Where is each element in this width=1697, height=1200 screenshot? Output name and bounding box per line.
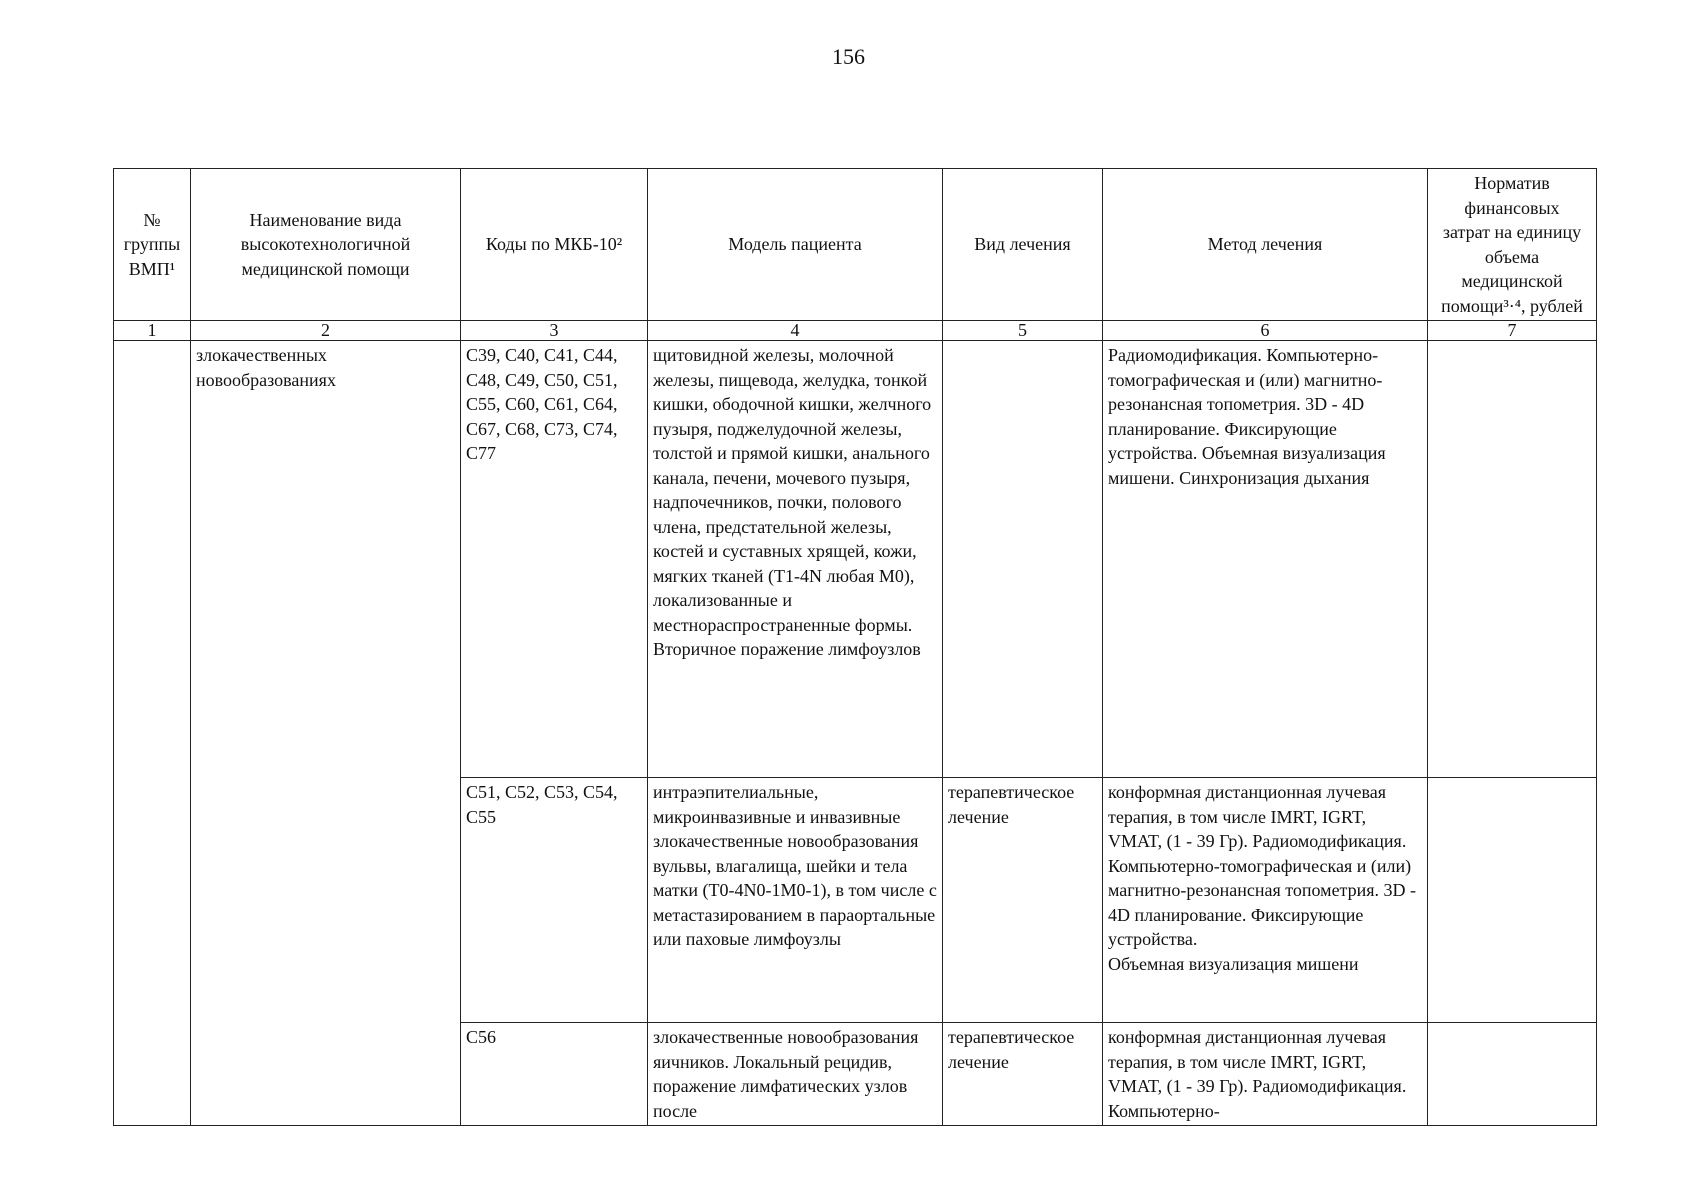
column-number: 6 [1103,321,1428,341]
patient-model-cell: злокачественные новообразования яичников. Локальный рецидив, поражение лимфатических узлов после [648,1023,943,1126]
header-icd-codes: Коды по МКБ-10² [461,169,648,321]
treatment-type-cell: терапевтическое лечение [943,1023,1103,1126]
column-number: 3 [461,321,648,341]
care-type-cell: злокачественных новообразованиях [191,341,461,778]
table-row [114,778,1597,1023]
column-number-row [114,321,1597,341]
cost-norm-cell [1428,1023,1597,1126]
group-number-cell [114,1023,191,1126]
icd-codes-cell: C39, C40, C41, C44, C48, C49, C50, C51, C55, C60, C61, C64, C67, C68, C73, C74, C77 [461,341,648,778]
header-patient-model: Модель пациента [648,169,943,321]
treatment-method-cell: Радиомодификация. Компьютерно-томографическая и (или) магнитно-резонансная топометрия. 3D - 4D планирование. Фиксирующие устройства. Объемная визуализация мишени. Синхронизация дыхания [1103,341,1428,778]
column-number: 4 [648,321,943,341]
patient-model-cell: щитовидной железы, молочной железы, пищевода, желудка, тонкой кишки, ободочной кишки, желчного пузыря, поджелудочной железы, толстой и прямой кишки, анального канала, печени, мочевого пузыря, надпочечников, почки, полового члена, предстательной железы, костей и суставных хрящей, кожи, мягких тканей (T1-4N любая M0), локализованные и местнораспространенные формы. Вторичное поражение лимфоузлов [648,341,943,778]
icd-codes-cell: C51, C52, C53, C54, C55 [461,778,648,1023]
treatment-method-cell: конформная дистанционная лучевая терапия, в том числе IMRT, IGRT, VMAT, (1 - 39 Гр). Радиомодификация. Компьютерно-томографическая и (или) магнитно-резонансная топометрия. 3D - 4D планирование. Фиксирующие устройства. Объемная визуализация мишени [1103,778,1428,1023]
treatment-type-cell: терапевтическое лечение [943,778,1103,1023]
table-row [114,341,1597,778]
column-number: 5 [943,321,1103,341]
page-number: 156 [832,44,865,69]
column-number: 7 [1428,321,1597,341]
vmp-table [113,168,1597,1126]
patient-model-cell: интраэпителиальные, микроинвазивные и инвазивные злокачественные новообразования вульвы, влагалища, шейки и тела матки (T0-4N0-1M0-1), в том числе с метастазированием в параортальные или паховые лимфоузлы [648,778,943,1023]
header-treatment-type: Вид лечения [943,169,1103,321]
treatment-type-cell [943,341,1103,778]
care-type-cell [191,778,461,1023]
header-treatment-method: Метод лечения [1103,169,1428,321]
column-number: 2 [191,321,461,341]
group-number-cell [114,341,191,778]
treatment-method-cell: конформная дистанционная лучевая терапия, в том числе IMRT, IGRT, VMAT, (1 - 39 Гр). Радиомодификация. Компьютерно- [1103,1023,1428,1126]
cost-norm-cell [1428,341,1597,778]
header-care-type: Наименование вида высокотехнологичной медицинской помощи [191,169,461,321]
group-number-cell [114,778,191,1023]
table-row [114,1023,1597,1126]
icd-codes-cell: C56 [461,1023,648,1126]
column-number: 1 [114,321,191,341]
care-type-cell [191,1023,461,1126]
header-row [114,169,1597,321]
cost-norm-cell [1428,778,1597,1023]
header-group-number: № группы ВМП¹ [114,169,191,321]
header-cost-norm: Норматив финансовых затрат на единицу объема медицинской помощи³·⁴, рублей [1428,169,1597,321]
